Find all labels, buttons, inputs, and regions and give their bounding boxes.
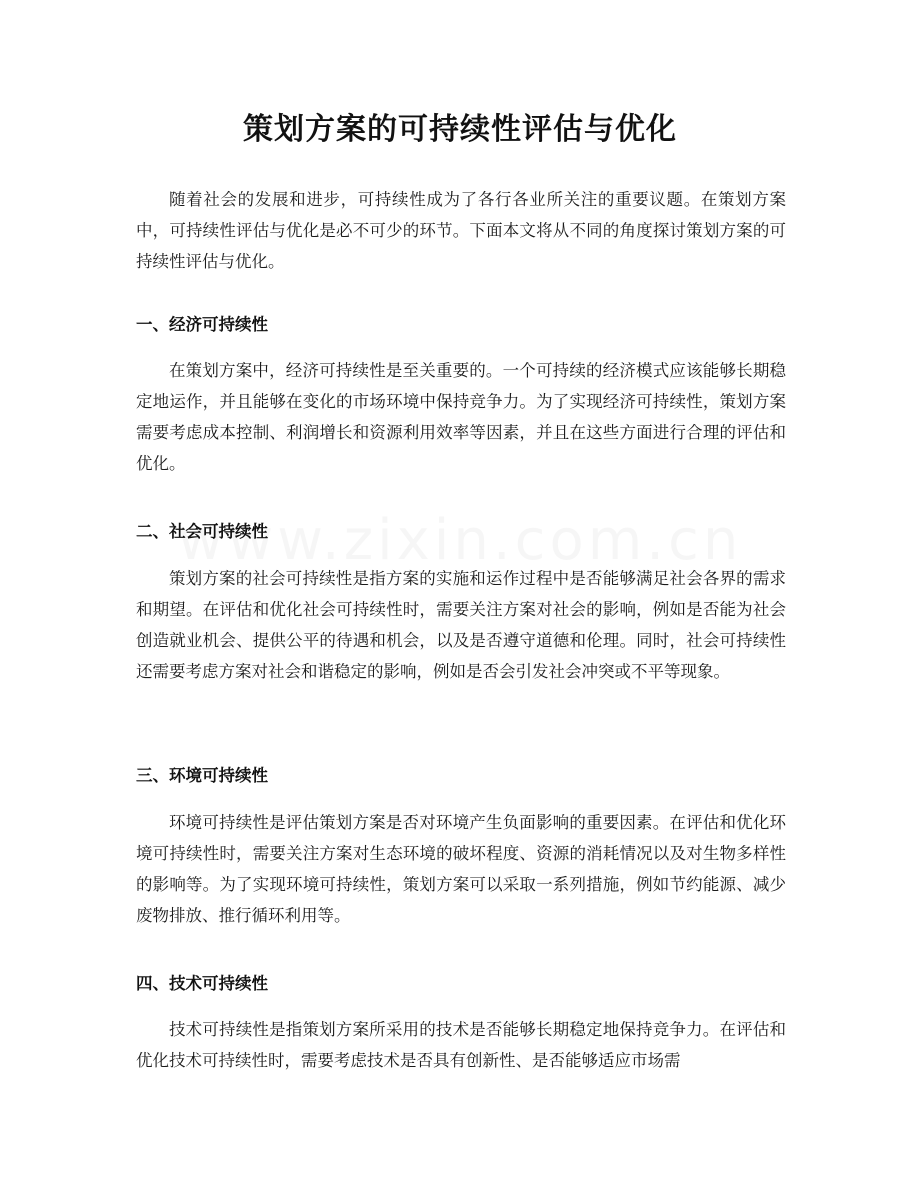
- section-heading-environment: 三、环境可持续性: [136, 766, 268, 785]
- section-body-technology: 技术可持续性是指策划方案所采用的技术是否能够长期稳定地保持竞争力。在评估和优化技术可持续性时，需要考虑技术是否具有创新性、是否能够适应市场需: [136, 1020, 786, 1070]
- section-heading-social: 二、社会可持续性: [136, 522, 268, 541]
- section-body-environment: 环境可持续性是评估策划方案是否对环境产生负面影响的重要因素。在评估和优化环境可持续性时，需要关注方案对生态环境的破坏程度、资源的消耗情况以及对生物多样性的影响等。为了实现环境可持续性，策划方案可以采取一系列措施，例如节约能源、减少废物排放、推行循环利用等。: [136, 813, 786, 925]
- section-body-social: 策划方案的社会可持续性是指方案的实施和运作过程中是否能够满足社会各界的需求和期望。在评估和优化社会可持续性时，需要关注方案对社会的影响，例如是否能为社会创造就业机会、提供公平的待遇和机会，以及是否遵守道德和伦理。同时，社会可持续性还需要考虑方案对社会和谐稳定的影响，例如是否会引发社会冲突或不平等现象。: [136, 569, 786, 681]
- intro-paragraph: 随着社会的发展和进步，可持续性成为了各行各业所关注的重要议题。在策划方案中，可持续性评估与优化是必不可少的环节。下面本文将从不同的角度探讨策划方案的可持续性评估与优化。: [136, 190, 786, 271]
- section-heading-economic: 一、经济可持续性: [136, 315, 268, 334]
- document-title: 策划方案的可持续性评估与优化: [243, 112, 677, 147]
- section-heading-technology: 四、技术可持续性: [136, 974, 268, 993]
- section-body-economic: 在策划方案中，经济可持续性是至关重要的。一个可持续的经济模式应该能够长期稳定地运作，并且能够在变化的市场环境中保持竞争力。为了实现经济可持续性，策划方案需要考虑成本控制、利润增长和资源利用效率等因素，并且在这些方面进行合理的评估和优化。: [136, 361, 786, 473]
